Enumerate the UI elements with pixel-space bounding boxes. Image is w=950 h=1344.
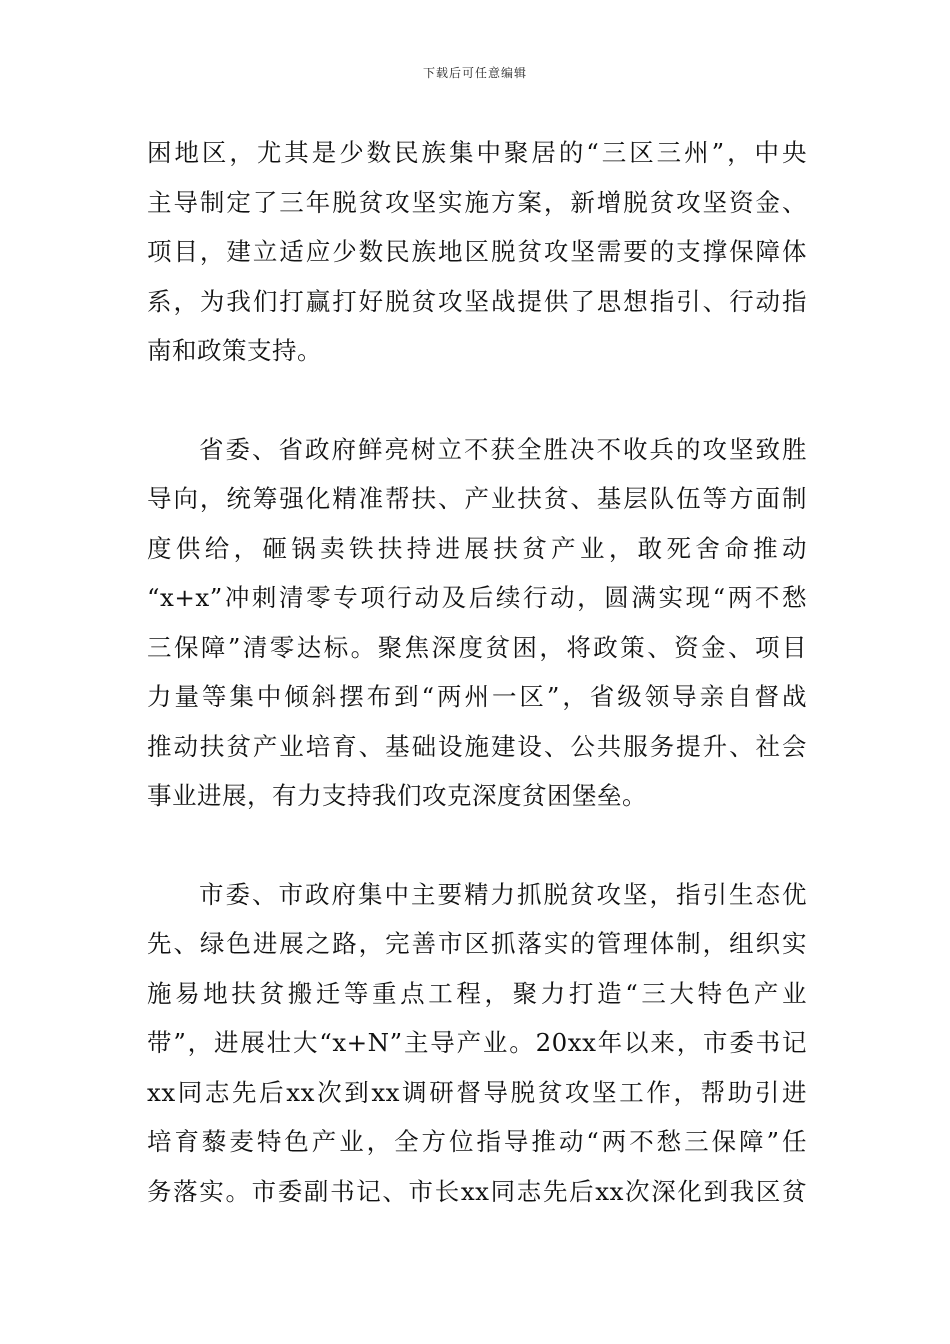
text-line: 项目，建立适应少数民族地区脱贫攻坚需要的支撑保障体 — [147, 237, 807, 266]
text-line: 困地区，尤其是少数民族集中聚居的“三区三州”，中央 — [147, 138, 807, 167]
paragraph-1 — [147, 128, 807, 376]
text-line: 系，为我们打赢打好脱贫攻坚战提供了思想指引、行动指 — [147, 286, 807, 316]
paragraph-3 — [147, 870, 807, 1217]
text-line: 推动扶贫产业培育、基础设施建设、公共服务提升、社会 — [147, 731, 807, 761]
paragraph-2 — [147, 425, 807, 821]
page-header: 下载后可任意编辑 — [422, 66, 527, 80]
text-line: “x+x”冲刺清零专项行动及后续行动，圆满实现“两不愁 — [147, 583, 807, 612]
text-line: 三保障”清零达标。聚焦深度贫困，将政策、资金、项目 — [147, 632, 807, 662]
text-line: 主导制定了三年脱贫攻坚实施方案，新增脱贫攻坚资金、 — [147, 187, 807, 217]
text-line: 务落实。市委副书记、市长xx同志先后xx次深化到我区贫 — [147, 1176, 807, 1206]
text-line: 力量等集中倾斜摆布到“两州一区”，省级领导亲自督战 — [147, 682, 807, 711]
text-line: 带”，进展壮大“x+N”主导产业。20xx年以来，市委书记 — [147, 1028, 807, 1057]
text-line: 先、绿色进展之路，完善市区抓落实的管理体制，组织实 — [147, 929, 807, 958]
text-line: 省委、省政府鲜亮树立不获全胜决不收兵的攻坚致胜 — [199, 434, 807, 464]
text-line: 培育藜麦特色产业，全方位指导推动“两不愁三保障”任 — [147, 1127, 807, 1156]
text-line: 施易地扶贫搬迁等重点工程，聚力打造“三大特色产业 — [147, 978, 807, 1008]
text-line: 市委、市政府集中主要精力抓脱贫攻坚，指引生态优 — [199, 879, 807, 909]
text-line: 度供给，砸锅卖铁扶持进展扶贫产业，敢死舍命推动 — [147, 533, 807, 563]
text-line: 南和政策支持。 — [147, 336, 322, 365]
document-body — [147, 128, 807, 1216]
text-line: xx同志先后xx次到xx调研督导脱贫攻坚工作，帮助引进 — [147, 1077, 807, 1107]
text-line: 事业进展，有力支持我们攻克深度贫困堡垒。 — [147, 781, 647, 810]
text-line: 导向，统筹强化精准帮扶、产业扶贫、基层队伍等方面制 — [147, 484, 807, 513]
